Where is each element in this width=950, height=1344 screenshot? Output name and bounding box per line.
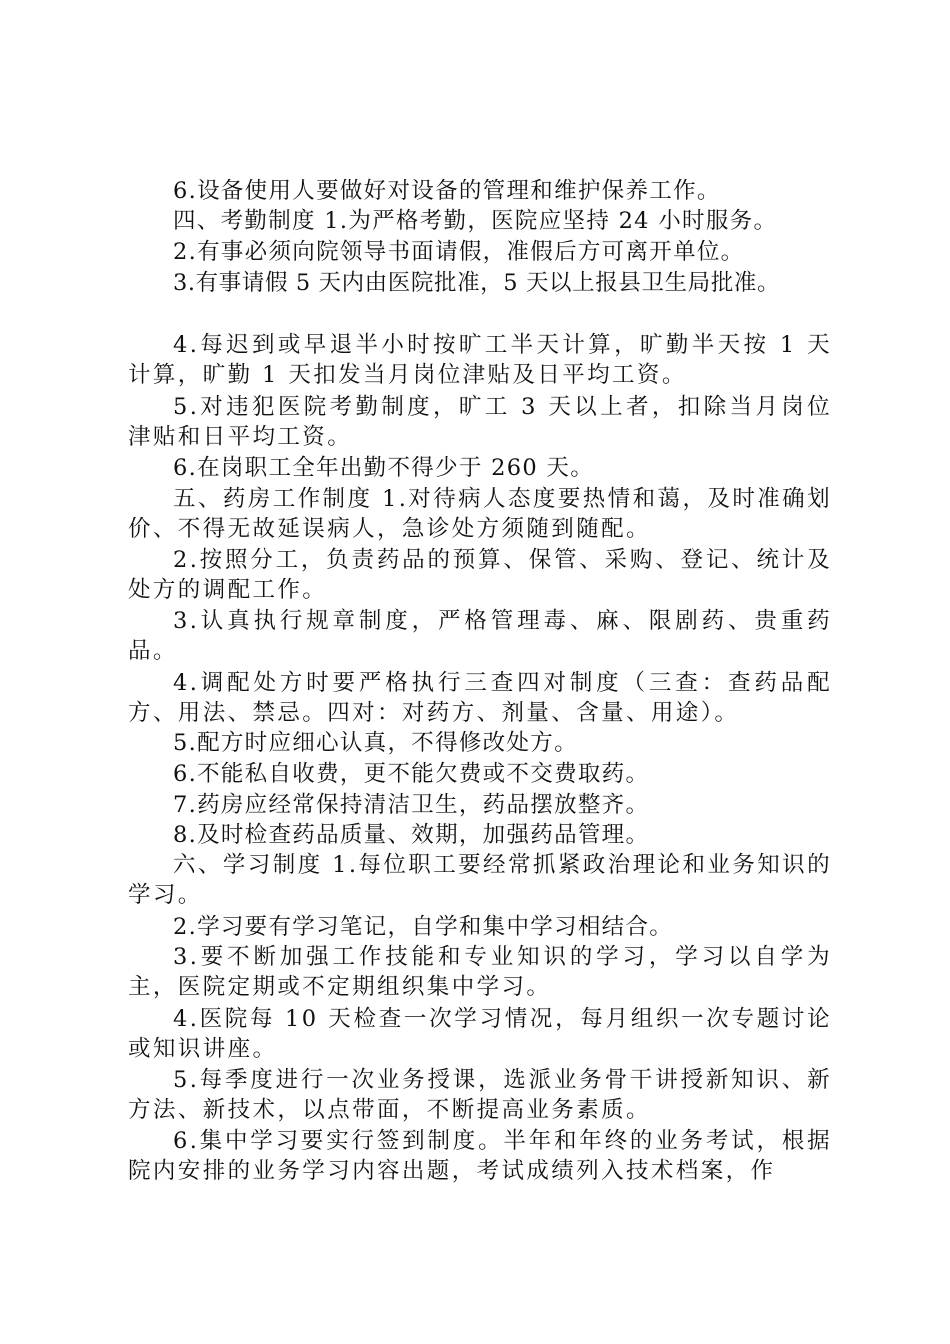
paragraph-equipment-6: 6.设备使用人要做好对设备的管理和维护保养工作。 [173,178,721,204]
paragraph-study-6: 6.集中学习要实行签到制度。半年和年终的业务考试，根据院内安排的业务学习内容出题，考试成绩列入技术档案，作 [128,1128,832,1184]
paragraph-attendance-4: 4.每迟到或早退半小时按旷工半天计算，旷勤半天按 1 天计算，旷勤 1 天扣发当月岗位津贴及日平均工资。 [128,332,832,388]
paragraph-pharmacy-5: 5.配方时应细心认真，不得修改处方。 [173,730,578,756]
paragraph-attendance-heading: 四、考勤制度 1.为严格考勤，医院应坚持 24 小时服务。 [173,208,778,234]
paragraph-study-3: 3.要不断加强工作技能和专业知识的学习，学习以自学为主，医院定期或不定期组织集中学习。 [128,944,832,1000]
paragraph-attendance-6: 6.在岗职工全年出勤不得少于 260 天。 [173,455,595,481]
paragraph-pharmacy-4: 4.调配处方时要严格执行三查四对制度（三查：查药品配方、用法、禁忌。四对：对药方、剂量、含量、用途）。 [128,670,832,726]
paragraph-attendance-5: 5.对违犯医院考勤制度，旷工 3 天以上者，扣除当月岗位津贴和日平均工资。 [128,394,832,450]
paragraph-pharmacy-3: 3.认真执行规章制度，严格管理毒、麻、限剧药、贵重药品。 [128,608,832,664]
paragraph-attendance-3: 3.有事请假 5 天内由医院批准，5 天以上报县卫生局批准。 [173,270,781,296]
paragraph-attendance-2: 2.有事必须向院领导书面请假，准假后方可离开单位。 [173,239,745,265]
paragraph-pharmacy-6: 6.不能私自收费，更不能欠费或不交费取药。 [173,761,650,787]
paragraph-study-4: 4.医院每 10 天检查一次学习情况，每月组织一次专题讨论或知识讲座。 [128,1006,832,1062]
paragraph-study-heading: 六、学习制度 1.每位职工要经常抓紧政治理论和业务知识的学习。 [128,852,832,908]
paragraph-pharmacy-7: 7.药房应经常保持清洁卫生，药品摆放整齐。 [173,792,650,818]
paragraph-pharmacy-2: 2.按照分工，负责药品的预算、保管、采购、登记、统计及处方的调配工作。 [128,547,832,603]
paragraph-study-5: 5.每季度进行一次业务授课，选派业务骨干讲授新知识、新方法、新技术，以点带面，不断提高业务素质。 [128,1067,832,1123]
paragraph-pharmacy-heading: 五、药房工作制度 1.对待病人态度要热情和蔼，及时准确划价、不得无故延误病人，急诊处方须随到随配。 [128,486,832,542]
paragraph-study-2: 2.学习要有学习笔记，自学和集中学习相结合。 [173,914,674,940]
paragraph-pharmacy-8: 8.及时检查药品质量、效期，加强药品管理。 [173,822,650,848]
